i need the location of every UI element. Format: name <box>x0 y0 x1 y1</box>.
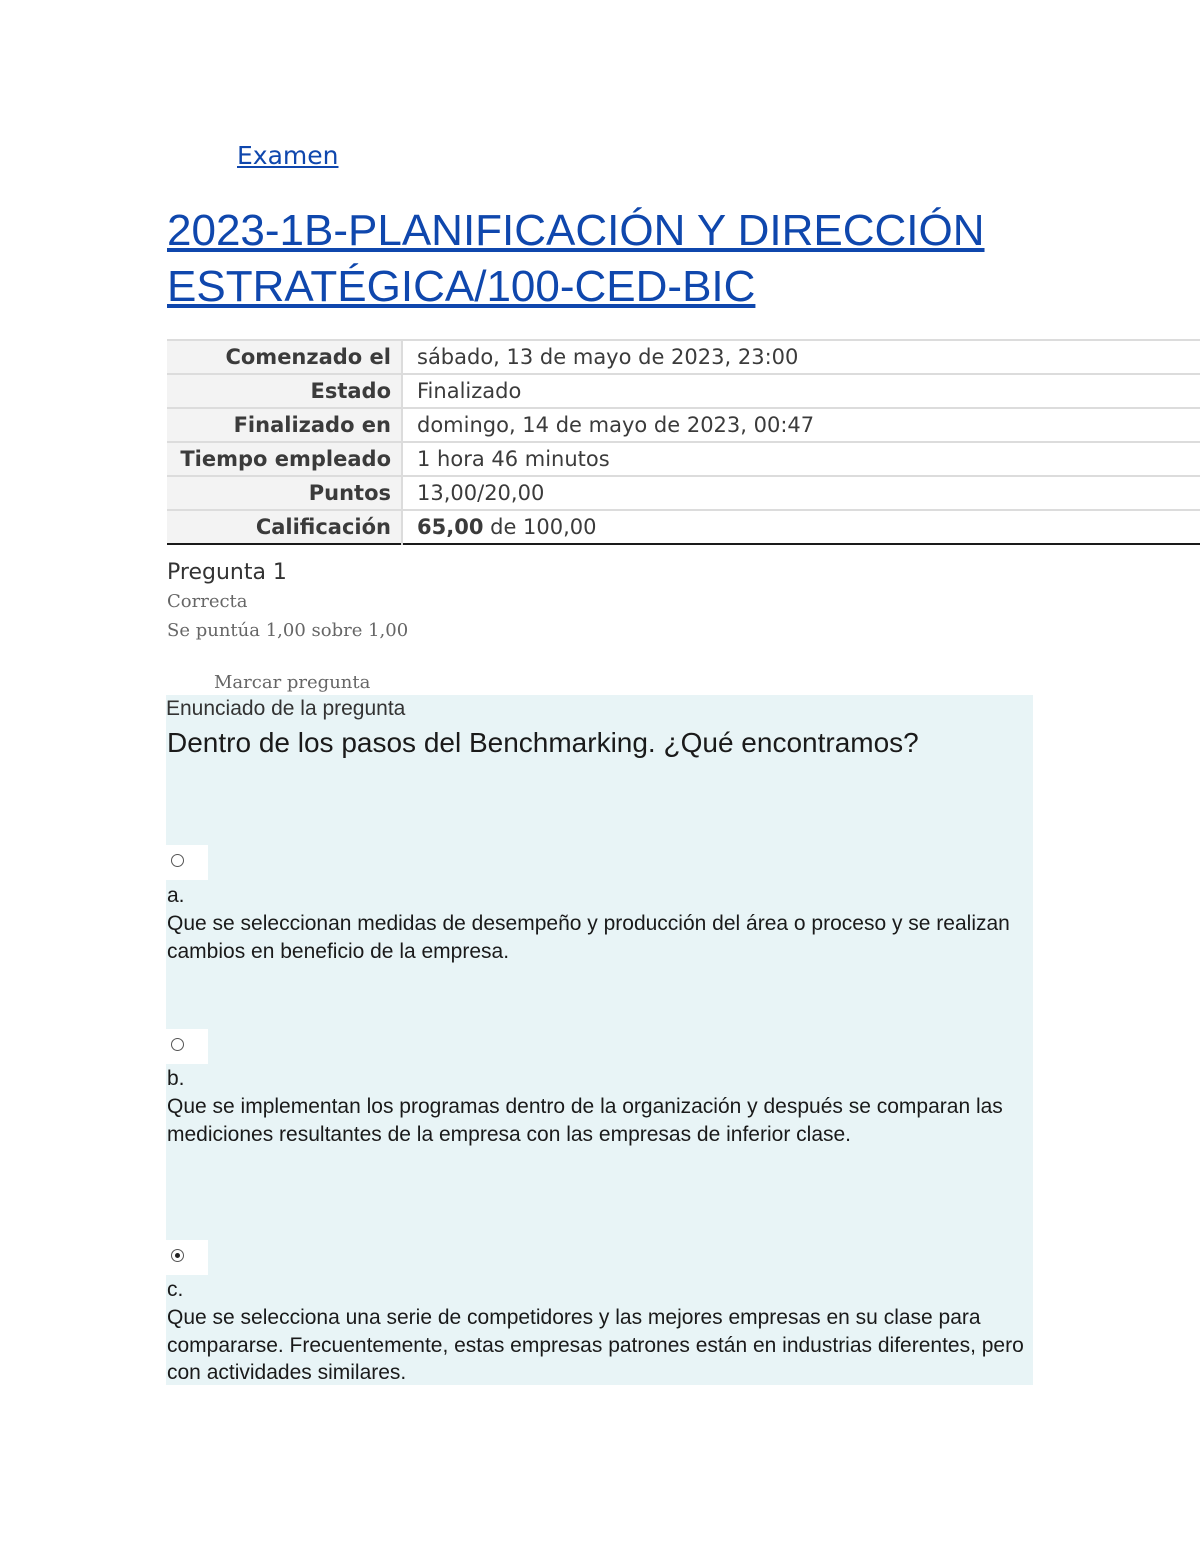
option-a-text[interactable]: Que se seleccionan medidas de desempeño y producción del área o proceso y se realizan cambios en beneficio de la empresa. <box>167 912 1010 963</box>
summary-value: domingo, 14 de mayo de 2023, 00:47 <box>402 408 1200 442</box>
attempt-summary-table <box>167 339 1200 545</box>
summary-row-state <box>167 374 1200 408</box>
option-b-radio-wrap[interactable] <box>166 1029 208 1064</box>
summary-row-grade <box>167 510 1200 544</box>
grade-max: de 100,00 <box>483 515 597 539</box>
summary-value: sábado, 13 de mayo de 2023, 23:00 <box>402 340 1200 374</box>
summary-label: Calificación <box>167 510 402 544</box>
option-b-letter: b. <box>167 1067 185 1090</box>
summary-value: 1 hora 46 minutos <box>402 442 1200 476</box>
summary-value: 13,00/20,00 <box>402 476 1200 510</box>
option-c-radio-wrap[interactable] <box>166 1240 208 1275</box>
summary-label: Comenzado el <box>167 340 402 374</box>
summary-label: Finalizado en <box>167 408 402 442</box>
flag-question-link[interactable]: Marcar pregunta <box>214 672 371 693</box>
question-state: Correcta <box>167 591 248 612</box>
radio-button[interactable] <box>171 1038 184 1051</box>
question-grade: Se puntúa 1,00 sobre 1,00 <box>167 620 409 641</box>
summary-row-finished <box>167 408 1200 442</box>
summary-value <box>402 510 1200 544</box>
summary-row-started <box>167 340 1200 374</box>
summary-row-time-taken <box>167 442 1200 476</box>
summary-label: Tiempo empleado <box>167 442 402 476</box>
question-text: Dentro de los pasos del Benchmarking. ¿Qué encontramos? <box>167 727 919 758</box>
grade-score: 65,00 <box>417 515 484 539</box>
breadcrumb-exam-link[interactable]: Examen <box>237 141 339 170</box>
summary-value: Finalizado <box>402 374 1200 408</box>
course-title-link[interactable]: 2023-1B-PLANIFICACIÓN Y DIRECCIÓN ESTRATÉGICA/100-CED-BIC <box>167 206 985 311</box>
option-a-radio-wrap[interactable] <box>166 845 208 880</box>
radio-button[interactable] <box>171 854 184 867</box>
option-c-letter: c. <box>167 1278 184 1301</box>
option-c-text[interactable]: Que se selecciona una serie de competidores y las mejores empresas en su clase para compararse. Frecuentemente, estas empresas patrones están en industrias diferentes, pero con actividades similares. <box>167 1306 1024 1384</box>
question-number: Pregunta 1 <box>167 560 287 585</box>
summary-row-points <box>167 476 1200 510</box>
summary-label: Estado <box>167 374 402 408</box>
radio-button-selected[interactable] <box>171 1249 184 1262</box>
option-b-text[interactable]: Que se implementan los programas dentro de la organización y después se comparan las mediciones resultantes de la empresa con las empresas de inferior clase. <box>167 1095 1003 1146</box>
question-statement-label: Enunciado de la pregunta <box>166 697 406 720</box>
summary-label: Puntos <box>167 476 402 510</box>
question-content-box <box>166 695 1033 1385</box>
option-a-letter: a. <box>167 884 185 907</box>
